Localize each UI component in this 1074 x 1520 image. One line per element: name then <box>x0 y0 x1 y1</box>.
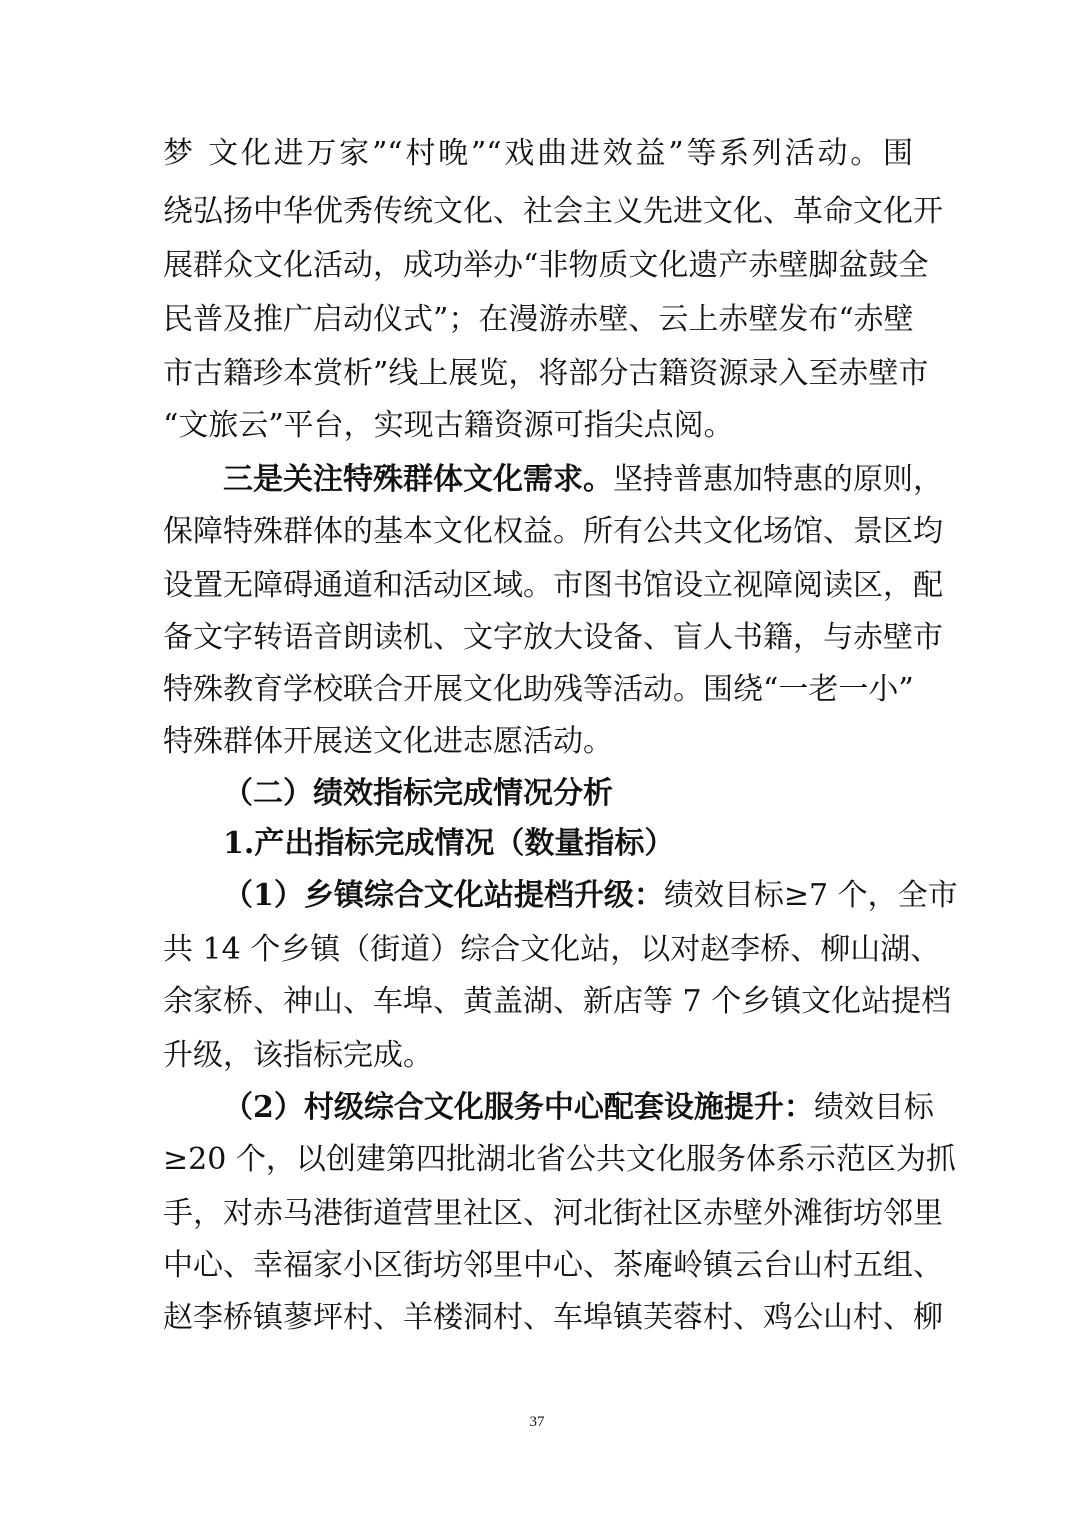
bold-text-run: （二）绩效指标完成情况分析 <box>223 776 613 811</box>
text-line <box>163 1240 943 1292</box>
text-run: 绩效目标≥7 个，全市 <box>663 878 958 913</box>
text-line <box>223 454 943 506</box>
text-line <box>163 348 929 400</box>
text-run: 绩效目标 <box>813 1090 934 1125</box>
text-line <box>163 1030 913 1082</box>
text-run: 特殊教育学校联合开展文化助残等活动。围绕“一老一小” <box>163 672 914 707</box>
text-line <box>223 818 913 870</box>
text-line <box>163 400 913 452</box>
text-line <box>163 924 941 976</box>
text-line <box>223 870 958 922</box>
text-line <box>163 716 913 768</box>
page-number: 37 <box>529 1414 545 1430</box>
text-run: “文旅云”平台，实现古籍资源可指尖点阅。 <box>163 408 734 443</box>
text-run: 备文字转语音朗读机、文字放大设备、盲人书籍，与赤壁市 <box>163 620 943 655</box>
text-line <box>163 506 943 558</box>
bold-text-run: 1.产出指标完成情况（数量指标） <box>223 826 675 861</box>
text-line <box>163 1292 943 1344</box>
bold-text-run: （2）村级综合文化服务中心配套设施提升： <box>223 1090 814 1125</box>
text-run: 特殊群体开展送文化进志愿活动。 <box>163 724 613 759</box>
text-line <box>163 128 913 180</box>
bold-text-run: （1）乡镇综合文化站提档升级： <box>223 878 664 913</box>
text-run: 手，对赤马港街道营里社区、河北街社区赤壁外滩街坊邻里 <box>163 1196 943 1231</box>
text-run: 中心、幸福家小区街坊邻里中心、茶庵岭镇云台山村五组、 <box>163 1248 943 1283</box>
text-line <box>163 240 929 292</box>
text-line <box>163 1134 956 1186</box>
text-run: 余家桥、神山、车埠、黄盖湖、新店等 7 个乡镇文化站提档 <box>163 984 952 1019</box>
bold-text-run: 三是关注特殊群体文化需求。 <box>223 462 613 497</box>
text-run: 保障特殊群体的基本文化权益。所有公共文化场馆、景区均 <box>163 514 943 549</box>
text-run: 升级，该指标完成。 <box>163 1038 433 1073</box>
text-run: 设置无障碍通道和活动区域。市图书馆设立视障阅读区，配 <box>163 568 943 603</box>
text-run: 展群众文化活动，成功举办“非物质文化遗产赤壁脚盆鼓全 <box>163 248 929 283</box>
text-line <box>163 294 913 346</box>
text-run: 绕弘扬中华优秀传统文化、社会主义先进文化、革命文化开 <box>163 194 943 229</box>
text-line <box>163 664 913 716</box>
text-line <box>163 976 952 1028</box>
text-line <box>163 186 943 238</box>
text-line <box>163 1188 943 1240</box>
text-line <box>223 768 913 820</box>
text-run: 坚持普惠加特惠的原则， <box>613 462 943 497</box>
text-line <box>223 1082 934 1134</box>
text-run: ≥20 个，以创建第四批湖北省公共文化服务体系示范区为抓 <box>163 1142 956 1177</box>
text-line <box>163 612 943 664</box>
text-run: 共 14 个乡镇（街道）综合文化站，以对赵李桥、柳山湖、 <box>163 932 941 967</box>
text-line <box>163 560 943 612</box>
text-run: 民普及推广启动仪式”；在漫游赤壁、云上赤壁发布“赤壁 <box>163 302 914 337</box>
text-run: 梦 文化进万家”“村晚”“戏曲进效益”等系列活动。围 <box>163 136 913 171</box>
text-run: 赵李桥镇蓼坪村、羊楼洞村、车埠镇芙蓉村、鸡公山村、柳 <box>163 1300 943 1335</box>
text-run: 市古籍珍本赏析”线上展览，将部分古籍资源录入至赤壁市 <box>163 356 929 391</box>
